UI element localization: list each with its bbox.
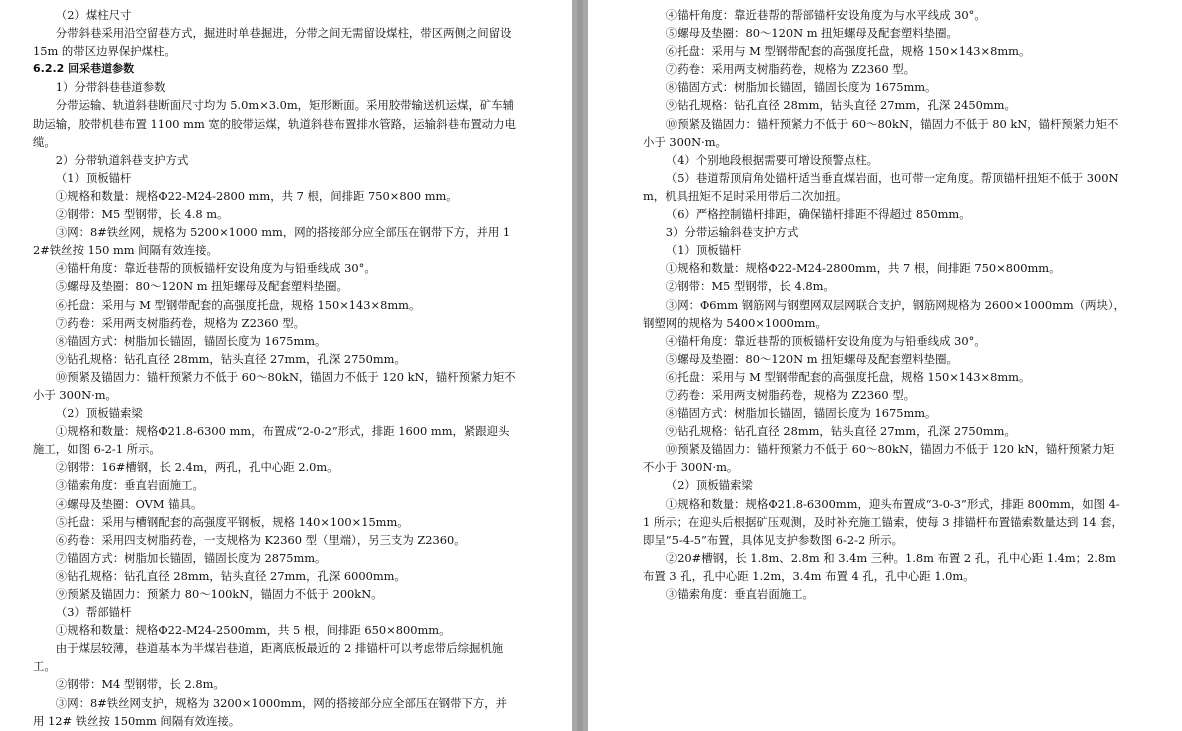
right-page-paragraph: ⑦药卷：采用两支树脂药卷，规格为 Z2360 型。 <box>665 387 915 402</box>
left-page-paragraph: 由于煤层较薄，巷道基本为半煤岩巷道，距离底板最近的 2 排锚杆可以考虑带后综掘机施工。 <box>33 641 504 674</box>
right-page-paragraph: ③锚索角度：垂直岩面施工。 <box>665 587 814 601</box>
right-page-paragraph: 3）分带运输斜巷支护方式 <box>665 225 799 240</box>
right-page-paragraph: ⑩预紧及锚固力：锚杆预紧力不低于 60～80kN，锚固力不低于 80 kN，锚杆预紧力矩不小于 300N·m。 <box>643 116 1119 149</box>
right-page-paragraph: （2）顶板锚索梁 <box>665 478 753 493</box>
left-page-paragraph: ⑥托盘：采用与 M 型钢带配套的高强度托盘，规格 150×143×8mm。 <box>55 297 421 312</box>
left-page-paragraph: ①规格和数量：规格Φ21.8-6300 mm，布置成“2-0-2”形式，排距 1600 mm，紧跟迎头施工，如图 6-2-1 所示。 <box>33 424 510 457</box>
right-page-paragraph: ④锚杆角度：靠近巷帮的帮部锚杆安设角度为与水平线成 30°。 <box>665 8 986 22</box>
page-gutter <box>572 0 588 731</box>
right-page-paragraph: ⑨钻孔规格：钻孔直径 28mm，钻头直径 27mm，孔深 2750mm。 <box>665 424 1016 439</box>
left-page-paragraph: ③网：8#铁丝网，规格为 5200×1000 mm，网的搭接部分应全部压在钢带下方，并用 12#铁丝按 150 mm 间隔有效连接。 <box>33 225 511 258</box>
document-page-left <box>0 0 572 731</box>
right-page-paragraph: ②20#槽钢，长 1.8m、2.8m 和 3.4m 三种。1.8m 布置 2 孔，孔中心距 1.4m；2.8m 布置 3 孔，孔中心距 1.2m，3.4m 布置 4 孔，孔中心距 1.0m。 <box>643 550 1116 583</box>
left-page-paragraph: ③网：8#铁丝网支护，规格为 3200×1000mm，网的搭接部分应全部压在钢带下方，并用 12# 铁丝按 150mm 间隔有效连接。 <box>33 695 508 728</box>
right-page-paragraph: ③网：Φ6mm 钢筋网与钢塑网双层网联合支护，钢筋网规格为 2600×1000mm（两块），钢塑网的规格为 5400×1000mm。 <box>643 297 1125 330</box>
right-page-paragraph: ⑤螺母及垫圈：80～120N m 扭矩螺母及配套塑料垫圈。 <box>665 26 958 41</box>
page-left-content <box>33 6 517 730</box>
left-page-paragraph: ⑧钻孔规格：钻孔直径 28mm，钻头直径 27mm，孔深 6000mm。 <box>55 568 406 583</box>
left-page-paragraph: 分带斜巷采用沿空留巷方式，掘进时单巷掘进，分带之间无需留设煤柱，带区两侧之间留设 15m 的带区边界保护煤柱。 <box>33 26 512 59</box>
left-page-paragraph: ④锚杆角度：靠近巷帮的顶板锚杆安设角度为与铅垂线成 30°。 <box>55 261 376 276</box>
left-page-paragraph: ⑨钻孔规格：钻孔直径 28mm，钻头直径 27mm，孔深 2750mm。 <box>55 351 406 366</box>
left-page-paragraph: ⑦锚固方式：树脂加长锚固，锚固长度为 2875mm。 <box>55 550 327 565</box>
document-page-right <box>588 0 1182 731</box>
right-page-paragraph: （5）巷道帮顶肩角处锚杆适当垂直煤岩面，也可带一定角度。帮顶锚杆扭矩不低于 300N m，机具扭矩不足时采用带后二次加扭。 <box>643 170 1119 203</box>
left-page-paragraph: ④螺母及垫圈：OVM 锚具。 <box>55 496 203 511</box>
left-page-paragraph: （1）顶板锚杆 <box>55 170 132 185</box>
right-page-paragraph: ⑧锚固方式：树脂加长锚固，锚固长度为 1675mm。 <box>665 406 937 421</box>
left-page-paragraph: 1）分带斜巷巷道参数 <box>55 80 166 95</box>
left-page-paragraph: ③锚索角度：垂直岩面施工。 <box>55 478 204 493</box>
left-page-paragraph: （2）顶板锚索梁 <box>55 406 143 421</box>
left-page-paragraph: ①规格和数量：规格Φ22-M24-2500mm，共 5 根，间排距 650×800mm。 <box>55 623 451 638</box>
left-page-paragraph: ⑩预紧及锚固力：锚杆预紧力不低于 60～80kN，锚固力不低于 120 kN，锚杆预紧力矩不小于 300N·m。 <box>33 369 516 402</box>
left-page-paragraph: ⑦药卷：采用两支树脂药卷，规格为 Z2360 型。 <box>55 315 305 330</box>
gutter-divider <box>577 0 583 731</box>
right-page-paragraph: （4）个别地段根据需要可增设预警点柱。 <box>665 152 879 167</box>
right-page-paragraph: ④锚杆角度：靠近巷帮的顶板锚杆安设角度为与铅垂线成 30°。 <box>665 333 986 348</box>
left-page-paragraph: （2）煤柱尺寸 <box>55 8 132 22</box>
page-right-content <box>643 6 1125 603</box>
left-page-paragraph: ⑧锚固方式：树脂加长锚固，锚固长度为 1675mm。 <box>55 333 327 348</box>
right-page-paragraph: ⑥托盘：采用与 M 型钢带配套的高强度托盘，规格 150×143×8mm。 <box>665 44 1031 59</box>
right-page-paragraph: ⑧锚固方式：树脂加长锚固，锚固长度为 1675mm。 <box>665 80 937 95</box>
left-page-paragraph: ⑨预紧及锚固力：预紧力 80～100kN，锚固力不低于 200kN。 <box>55 587 383 601</box>
left-page-paragraph: 6.2.2 回采巷道参数 <box>33 62 135 76</box>
left-page-paragraph: ⑥药卷：采用四支树脂药卷，一支规格为 K2360 型（里端），另三支为 Z2360。 <box>55 532 466 547</box>
right-page-paragraph: ⑦药卷：采用两支树脂药卷，规格为 Z2360 型。 <box>665 62 915 77</box>
right-page-paragraph: ①规格和数量：规格Φ21.8-6300mm，迎头布置成“3-0-3”形式，排距 800mm，如图 4-1 所示；在迎头后根据矿压观测，及时补充施工锚索，使每 3 排锚杆布置锚索数量达到 14 套，即呈“5-4-5”布置，具体见支护参数图 6-2-2 所示。 <box>643 496 1123 547</box>
left-page-paragraph: （3）帮部锚杆 <box>55 605 132 620</box>
right-page-paragraph: ②钢带：M5 型钢带，长 4.8m。 <box>665 279 835 294</box>
right-page-paragraph: ⑥托盘：采用与 M 型钢带配套的高强度托盘，规格 150×143×8mm。 <box>665 369 1031 384</box>
right-page-paragraph: （6）严格控制锚杆排距，确保锚杆排距不得超过 850mm。 <box>665 207 971 222</box>
left-page-paragraph: ⑤托盘：采用与槽钢配套的高强度平钢板，规格 140×100×15mm。 <box>55 514 409 529</box>
left-page-paragraph: ②钢带：M5 型钢带，长 4.8 m。 <box>55 207 229 222</box>
left-page-paragraph: ②钢带：16#槽钢，长 2.4m，两孔，孔中心距 2.0m。 <box>55 460 339 475</box>
right-page-paragraph: ⑨钻孔规格：钻孔直径 28mm，钻头直径 27mm，孔深 2450mm。 <box>665 98 1016 113</box>
left-page-paragraph: ①规格和数量：规格Φ22-M24-2800 mm，共 7 根，间排距 750×800 mm。 <box>55 188 458 203</box>
right-page-paragraph: ⑤螺母及垫圈：80～120N m 扭矩螺母及配套塑料垫圈。 <box>665 351 958 366</box>
right-page-paragraph: （1）顶板锚杆 <box>665 243 742 258</box>
left-page-paragraph: ⑤螺母及垫圈：80～120N m 扭矩螺母及配套塑料垫圈。 <box>55 279 348 294</box>
left-page-paragraph: ②钢带：M4 型钢带，长 2.8m。 <box>55 677 225 692</box>
left-page-paragraph: 2）分带轨道斜巷支护方式 <box>55 152 189 167</box>
left-page-paragraph: 分带运输、轨道斜巷断面尺寸均为 5.0m×3.0m，矩形断面。采用胶带输送机运煤，矿车辅助运输，胶带机巷布置 1100 mm 宽的胶带运煤，轨道斜巷布置排水管路，运输斜巷布置动力电缆。 <box>33 98 516 149</box>
right-page-paragraph: ⑩预紧及锚固力：锚杆预紧力不低于 60～80kN，锚固力不低于 120 kN，锚杆预紧力矩不小于 300N·m。 <box>643 442 1115 475</box>
right-page-paragraph: ①规格和数量：规格Φ22-M24-2800mm，共 7 根，间排距 750×800mm。 <box>665 261 1061 276</box>
